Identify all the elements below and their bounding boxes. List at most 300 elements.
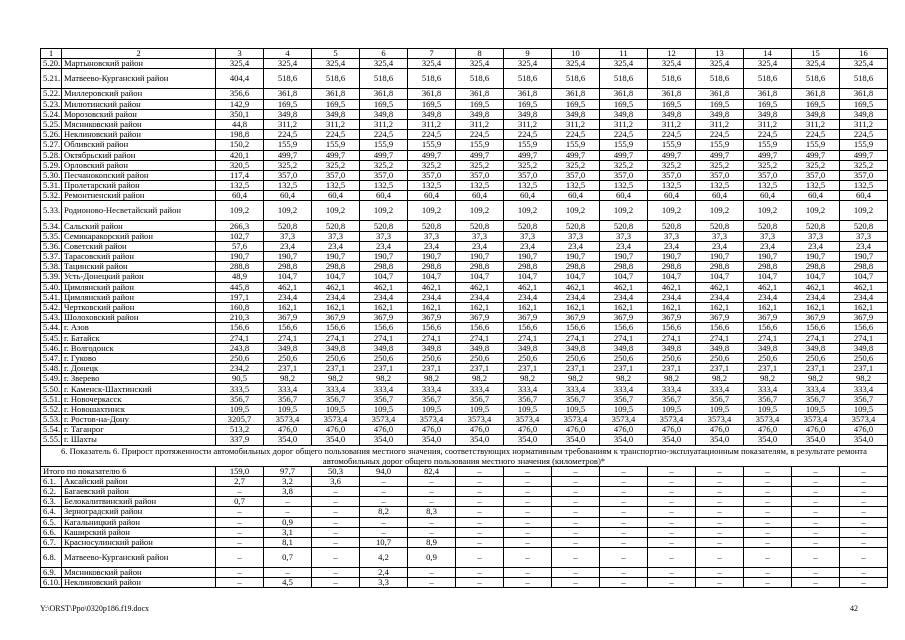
- value-cell: 224,5: [264, 130, 312, 140]
- value-cell: 499,7: [792, 150, 840, 160]
- value-cell: 476,0: [360, 425, 408, 435]
- value-cell: –: [792, 578, 840, 588]
- value-cell: 333,4: [600, 384, 648, 394]
- table-row: [41, 394, 888, 404]
- value-cell: 356,7: [504, 394, 552, 404]
- value-cell: 190,7: [696, 252, 744, 262]
- value-cell: 354,0: [360, 435, 408, 445]
- value-cell: 354,0: [456, 435, 504, 445]
- value-cell: 357,0: [552, 170, 600, 180]
- value-cell: 325,2: [456, 160, 504, 170]
- value-cell: 311,2: [648, 119, 696, 129]
- table-row: [41, 282, 888, 292]
- value-cell: 190,7: [312, 252, 360, 262]
- value-cell: 354,0: [792, 435, 840, 445]
- table-row: [41, 578, 888, 588]
- value-cell: 357,0: [264, 170, 312, 180]
- value-cell: 98,2: [744, 374, 792, 384]
- value-cell: 356,7: [456, 394, 504, 404]
- value-cell: 3573,4: [600, 415, 648, 425]
- value-cell: 190,7: [600, 252, 648, 262]
- value-cell: 333,4: [744, 384, 792, 394]
- row-number-cell: 5.38.: [41, 262, 62, 272]
- value-cell: 3573,4: [552, 415, 600, 425]
- value-cell: 3573,4: [408, 415, 456, 425]
- value-cell: 325,4: [216, 59, 264, 69]
- value-cell: 155,9: [456, 140, 504, 150]
- value-cell: 354,0: [552, 435, 600, 445]
- table-row: [41, 404, 888, 414]
- value-cell: 349,8: [360, 343, 408, 353]
- value-cell: 162,1: [792, 302, 840, 312]
- row-number-cell: 5.37.: [41, 252, 62, 262]
- value-cell: 4,5: [264, 578, 312, 588]
- row-name-cell: Зерноградский район: [62, 507, 216, 517]
- table-row: [41, 384, 888, 394]
- value-cell: –: [408, 527, 456, 537]
- value-cell: 23,4: [504, 241, 552, 251]
- value-cell: 109,5: [216, 404, 264, 414]
- value-cell: 518,6: [792, 69, 840, 89]
- value-cell: 3573,4: [360, 415, 408, 425]
- table-row: [41, 130, 888, 140]
- value-cell: 156,6: [264, 323, 312, 333]
- value-cell: 156,6: [312, 323, 360, 333]
- value-cell: –: [840, 548, 888, 568]
- value-cell: –: [792, 486, 840, 496]
- row-name-cell: Пролетарский район: [62, 181, 216, 191]
- value-cell: 237,1: [504, 364, 552, 374]
- value-cell: –: [312, 517, 360, 527]
- value-cell: 298,8: [264, 262, 312, 272]
- value-cell: 224,5: [360, 130, 408, 140]
- value-cell: 356,7: [408, 394, 456, 404]
- value-cell: 234,4: [552, 292, 600, 302]
- value-cell: 0,9: [408, 548, 456, 568]
- value-cell: 274,1: [648, 333, 696, 343]
- value-cell: 94,0: [360, 466, 408, 476]
- value-cell: 462,1: [312, 282, 360, 292]
- value-cell: 97,7: [264, 466, 312, 476]
- value-cell: –: [600, 497, 648, 507]
- value-cell: –: [696, 507, 744, 517]
- value-cell: 349,8: [264, 343, 312, 353]
- row-number-cell: 6.7.: [41, 537, 62, 547]
- value-cell: 325,2: [312, 160, 360, 170]
- value-cell: 104,7: [504, 272, 552, 282]
- value-cell: –: [696, 548, 744, 568]
- value-cell: 476,0: [696, 425, 744, 435]
- value-cell: 520,8: [264, 221, 312, 231]
- value-cell: 3573,4: [792, 415, 840, 425]
- value-cell: 104,7: [600, 272, 648, 282]
- value-cell: 274,1: [216, 333, 264, 343]
- value-cell: 3573,4: [456, 415, 504, 425]
- value-cell: 155,9: [792, 140, 840, 150]
- value-cell: 476,0: [552, 425, 600, 435]
- value-cell: 162,1: [600, 302, 648, 312]
- value-cell: 325,4: [552, 59, 600, 69]
- value-cell: 361,8: [264, 89, 312, 99]
- value-cell: –: [456, 466, 504, 476]
- value-cell: 132,5: [792, 181, 840, 191]
- value-cell: 109,5: [744, 404, 792, 414]
- value-cell: 210,3: [216, 313, 264, 323]
- row-name-cell: Цимлянский район: [62, 282, 216, 292]
- value-cell: 156,6: [600, 323, 648, 333]
- column-number-cell: 7: [408, 49, 456, 59]
- value-cell: 404,4: [216, 69, 264, 89]
- column-number-cell: 1: [41, 49, 62, 59]
- value-cell: 250,6: [504, 353, 552, 363]
- table-row: [41, 181, 888, 191]
- value-cell: 37,3: [552, 231, 600, 241]
- value-cell: 169,5: [648, 99, 696, 109]
- value-cell: 156,6: [504, 323, 552, 333]
- value-cell: 288,8: [216, 262, 264, 272]
- value-cell: 357,0: [408, 170, 456, 180]
- value-cell: 298,8: [408, 262, 456, 272]
- value-cell: 104,7: [456, 272, 504, 282]
- value-cell: 357,0: [360, 170, 408, 180]
- row-number-cell: 5.34.: [41, 221, 62, 231]
- value-cell: 476,0: [312, 425, 360, 435]
- value-cell: 311,2: [360, 119, 408, 129]
- value-cell: 156,6: [648, 323, 696, 333]
- table-row: [41, 89, 888, 99]
- value-cell: 476,0: [792, 425, 840, 435]
- table-row: [41, 59, 888, 69]
- value-cell: 367,9: [648, 313, 696, 323]
- value-cell: 155,9: [840, 140, 888, 150]
- value-cell: 234,2: [216, 364, 264, 374]
- value-cell: –: [840, 466, 888, 476]
- value-cell: 190,7: [264, 252, 312, 262]
- value-cell: 520,8: [744, 221, 792, 231]
- value-cell: 361,8: [504, 89, 552, 99]
- value-cell: 3573,4: [648, 415, 696, 425]
- column-number-cell: 6: [360, 49, 408, 59]
- value-cell: –: [504, 568, 552, 578]
- value-cell: –: [312, 568, 360, 578]
- row-number-cell: 5.27.: [41, 140, 62, 150]
- value-cell: –: [840, 486, 888, 496]
- value-cell: 224,5: [504, 130, 552, 140]
- value-cell: 156,6: [408, 323, 456, 333]
- value-cell: –: [648, 548, 696, 568]
- value-cell: 60,4: [216, 191, 264, 201]
- value-cell: 169,5: [792, 99, 840, 109]
- value-cell: 37,3: [456, 231, 504, 241]
- value-cell: 109,5: [504, 404, 552, 414]
- value-cell: 132,5: [216, 181, 264, 191]
- row-number-cell: 5.49.: [41, 374, 62, 384]
- value-cell: –: [264, 507, 312, 517]
- value-cell: 349,8: [744, 343, 792, 353]
- value-cell: –: [648, 497, 696, 507]
- value-cell: 98,2: [696, 374, 744, 384]
- value-cell: 367,9: [696, 313, 744, 323]
- value-cell: 224,5: [744, 130, 792, 140]
- value-cell: –: [456, 578, 504, 588]
- value-cell: 325,2: [648, 160, 696, 170]
- row-number-cell: 5.40.: [41, 282, 62, 292]
- value-cell: 190,7: [648, 252, 696, 262]
- value-cell: 190,7: [216, 252, 264, 262]
- value-cell: 420,1: [216, 150, 264, 160]
- row-name-cell: Мясниковский район: [62, 568, 216, 578]
- value-cell: 3,1: [264, 527, 312, 537]
- value-cell: 8,9: [408, 537, 456, 547]
- value-cell: 298,8: [696, 262, 744, 272]
- value-cell: 476,0: [840, 425, 888, 435]
- value-cell: 325,2: [840, 160, 888, 170]
- value-cell: 499,7: [840, 150, 888, 160]
- row-name-cell: Семикаракорский район: [62, 231, 216, 241]
- value-cell: 357,0: [792, 170, 840, 180]
- table-row: [41, 425, 888, 435]
- value-cell: 50,3: [312, 466, 360, 476]
- value-cell: –: [264, 568, 312, 578]
- row-name-cell: Родионово-Несветайский район: [62, 201, 216, 221]
- value-cell: 190,7: [360, 252, 408, 262]
- table-row: [41, 272, 888, 282]
- table-row: [41, 415, 888, 425]
- value-cell: 237,1: [264, 364, 312, 374]
- value-cell: –: [360, 497, 408, 507]
- value-cell: 162,1: [408, 302, 456, 312]
- value-cell: 298,8: [504, 262, 552, 272]
- row-number-cell: 5.46.: [41, 343, 62, 353]
- value-cell: 349,8: [360, 109, 408, 119]
- value-cell: –: [408, 497, 456, 507]
- column-number-cell: 15: [792, 49, 840, 59]
- value-cell: 142,9: [216, 99, 264, 109]
- value-cell: 198,8: [216, 130, 264, 140]
- value-cell: 0,7: [264, 548, 312, 568]
- value-cell: 98,2: [552, 374, 600, 384]
- value-cell: 109,2: [792, 201, 840, 221]
- value-cell: 349,8: [600, 343, 648, 353]
- value-cell: 162,1: [504, 302, 552, 312]
- table-row: [41, 119, 888, 129]
- value-cell: –: [648, 527, 696, 537]
- value-cell: –: [552, 476, 600, 486]
- value-cell: 518,6: [840, 69, 888, 89]
- value-cell: –: [216, 537, 264, 547]
- value-cell: 357,0: [840, 170, 888, 180]
- value-cell: 109,5: [264, 404, 312, 414]
- value-cell: 349,8: [792, 343, 840, 353]
- value-cell: 109,2: [600, 201, 648, 221]
- row-number-cell: 5.26.: [41, 130, 62, 140]
- value-cell: 333,4: [648, 384, 696, 394]
- row-number-cell: 5.21.: [41, 69, 62, 89]
- value-cell: 104,7: [792, 272, 840, 282]
- value-cell: 132,5: [648, 181, 696, 191]
- row-number-cell: 5.43.: [41, 313, 62, 323]
- value-cell: 190,7: [840, 252, 888, 262]
- value-cell: 499,7: [504, 150, 552, 160]
- value-cell: 349,8: [264, 109, 312, 119]
- value-cell: 325,4: [456, 59, 504, 69]
- value-cell: 361,8: [312, 89, 360, 99]
- value-cell: 60,4: [456, 191, 504, 201]
- column-number-cell: 5: [312, 49, 360, 59]
- value-cell: 98,2: [840, 374, 888, 384]
- value-cell: 354,0: [840, 435, 888, 445]
- value-cell: 23,4: [552, 241, 600, 251]
- value-cell: 237,1: [648, 364, 696, 374]
- value-cell: –: [504, 517, 552, 527]
- value-cell: 250,6: [456, 353, 504, 363]
- value-cell: 234,4: [360, 292, 408, 302]
- value-cell: 234,4: [264, 292, 312, 302]
- row-name-cell: г. Азов: [62, 323, 216, 333]
- row-name-cell: Тацинский район: [62, 262, 216, 272]
- value-cell: –: [744, 507, 792, 517]
- value-cell: 333,4: [312, 384, 360, 394]
- value-cell: 361,8: [792, 89, 840, 99]
- row-name-cell: Тарасовский район: [62, 252, 216, 262]
- row-number-cell: 5.29.: [41, 160, 62, 170]
- row-name-cell: г. Ростов-на-Дону: [62, 415, 216, 425]
- value-cell: –: [552, 578, 600, 588]
- value-cell: 60,4: [792, 191, 840, 201]
- value-cell: 237,1: [552, 364, 600, 374]
- value-cell: 224,5: [552, 130, 600, 140]
- value-cell: –: [312, 527, 360, 537]
- value-cell: –: [696, 476, 744, 486]
- row-number-cell: 5.54.: [41, 425, 62, 435]
- value-cell: 60,4: [312, 191, 360, 201]
- value-cell: –: [552, 537, 600, 547]
- table-row: [41, 313, 888, 323]
- value-cell: 169,5: [408, 99, 456, 109]
- table-row: [41, 568, 888, 578]
- value-cell: –: [312, 507, 360, 517]
- row-number-cell: 5.31.: [41, 181, 62, 191]
- row-name-cell: Кагальницкий район: [62, 517, 216, 527]
- row-name-cell: Ремонтненский район: [62, 191, 216, 201]
- value-cell: 354,0: [696, 435, 744, 445]
- value-cell: 155,9: [312, 140, 360, 150]
- value-cell: 361,8: [456, 89, 504, 99]
- value-cell: 357,0: [696, 170, 744, 180]
- value-cell: 325,2: [504, 160, 552, 170]
- value-cell: 462,1: [408, 282, 456, 292]
- value-cell: 354,0: [648, 435, 696, 445]
- value-cell: 520,8: [696, 221, 744, 231]
- value-cell: 476,0: [648, 425, 696, 435]
- row-name-cell: Матвеево-Курганский район: [62, 548, 216, 568]
- value-cell: 499,7: [264, 150, 312, 160]
- value-cell: 499,7: [600, 150, 648, 160]
- value-cell: 462,1: [792, 282, 840, 292]
- value-cell: –: [456, 486, 504, 496]
- value-cell: 354,0: [312, 435, 360, 445]
- value-cell: 132,5: [504, 181, 552, 191]
- value-cell: 132,5: [408, 181, 456, 191]
- value-cell: 109,2: [456, 201, 504, 221]
- value-cell: 298,8: [600, 262, 648, 272]
- value-cell: 325,2: [264, 160, 312, 170]
- row-number-cell: 5.44.: [41, 323, 62, 333]
- table-row: [41, 191, 888, 201]
- value-cell: 476,0: [264, 425, 312, 435]
- table-row: [41, 109, 888, 119]
- value-cell: 520,8: [648, 221, 696, 231]
- value-cell: 462,1: [504, 282, 552, 292]
- value-cell: 311,2: [456, 119, 504, 129]
- value-cell: 476,0: [504, 425, 552, 435]
- value-cell: 3,3: [360, 578, 408, 588]
- value-cell: 349,8: [504, 109, 552, 119]
- row-name-cell: г. Шахты: [62, 435, 216, 445]
- value-cell: 357,0: [744, 170, 792, 180]
- value-cell: 23,4: [408, 241, 456, 251]
- row-name-cell: Каширский район: [62, 527, 216, 537]
- value-cell: –: [456, 507, 504, 517]
- value-cell: –: [792, 497, 840, 507]
- value-cell: 104,7: [744, 272, 792, 282]
- value-cell: 162,1: [648, 302, 696, 312]
- row-name-cell: г. Новошахтинск: [62, 404, 216, 414]
- row-name-cell: г. Волгодонск: [62, 343, 216, 353]
- row-number-cell: 6.4.: [41, 507, 62, 517]
- value-cell: 520,8: [552, 221, 600, 231]
- value-cell: –: [792, 537, 840, 547]
- value-cell: 356,7: [216, 394, 264, 404]
- value-cell: –: [744, 568, 792, 578]
- row-number-cell: 5.30.: [41, 170, 62, 180]
- value-cell: 349,8: [744, 109, 792, 119]
- value-cell: 513,2: [216, 425, 264, 435]
- value-cell: 274,1: [744, 333, 792, 343]
- value-cell: 234,4: [744, 292, 792, 302]
- value-cell: –: [792, 548, 840, 568]
- value-cell: –: [696, 486, 744, 496]
- value-cell: 237,1: [456, 364, 504, 374]
- value-cell: –: [600, 537, 648, 547]
- value-cell: 333,4: [552, 384, 600, 394]
- row-number-cell: 5.33.: [41, 201, 62, 221]
- row-name-cell: Чертковский район: [62, 302, 216, 312]
- value-cell: 367,9: [840, 313, 888, 323]
- value-cell: 98,2: [408, 374, 456, 384]
- value-cell: 104,7: [648, 272, 696, 282]
- value-cell: 333,5: [216, 384, 264, 394]
- value-cell: 243,8: [216, 343, 264, 353]
- row-name-cell: Неклиновский район: [62, 578, 216, 588]
- value-cell: 169,5: [552, 99, 600, 109]
- section-header-row: [41, 445, 888, 466]
- value-cell: –: [216, 527, 264, 537]
- row-name-cell: г. Новочеркасск: [62, 394, 216, 404]
- value-cell: –: [744, 537, 792, 547]
- column-number-cell: 3: [216, 49, 264, 59]
- row-name-cell: г. Каменск-Шахтинский: [62, 384, 216, 394]
- value-cell: –: [504, 537, 552, 547]
- value-cell: –: [696, 537, 744, 547]
- table-row: [41, 302, 888, 312]
- value-cell: 357,0: [600, 170, 648, 180]
- value-cell: –: [216, 507, 264, 517]
- value-cell: 520,8: [360, 221, 408, 231]
- value-cell: 104,7: [552, 272, 600, 282]
- value-cell: 298,8: [744, 262, 792, 272]
- value-cell: 349,8: [648, 109, 696, 119]
